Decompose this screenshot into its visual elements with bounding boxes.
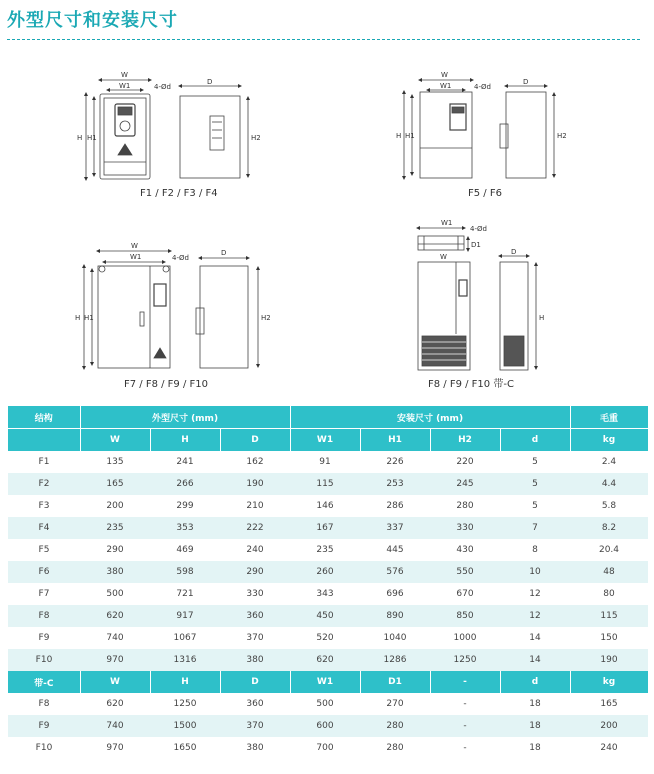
f7-w1-label: W1: [130, 253, 142, 261]
table-cell: 380: [80, 561, 150, 583]
table-cell: 5: [500, 495, 570, 517]
table-cell: 1250: [430, 649, 500, 671]
table-cell: 222: [220, 517, 290, 539]
table-cell: 150: [570, 627, 648, 649]
col-header: d: [500, 429, 570, 452]
table-cell: 970: [80, 737, 150, 759]
table-cell: 12: [500, 605, 570, 627]
table-cell: 430: [430, 539, 500, 561]
table-row: [8, 539, 648, 561]
table-cell: -: [430, 737, 500, 759]
f7-h2-label: H2: [261, 314, 271, 322]
table-cell: 360: [220, 693, 290, 715]
table-cell: 450: [290, 605, 360, 627]
table-cell: 200: [80, 495, 150, 517]
table-cell: 330: [430, 517, 500, 539]
sub-col-header: D: [220, 671, 290, 693]
table-cell: 353: [150, 517, 220, 539]
table-cell: 696: [360, 583, 430, 605]
table-cell: 1316: [150, 649, 220, 671]
table-cell: 135: [80, 451, 150, 473]
col-header: H: [150, 429, 220, 452]
table-cell: 18: [500, 737, 570, 759]
table-cell: F10: [8, 649, 80, 671]
table-cell: 330: [220, 583, 290, 605]
table-cell: 210: [220, 495, 290, 517]
table-cell: 970: [80, 649, 150, 671]
table-cell: 700: [290, 737, 360, 759]
table-cell: 1000: [430, 627, 500, 649]
table-cell: 500: [290, 693, 360, 715]
table-cell: 290: [220, 561, 290, 583]
header-structure: 结构: [8, 406, 80, 429]
table-cell: 600: [290, 715, 360, 737]
sub-col-header: kg: [570, 671, 648, 693]
sub-col-header: d: [500, 671, 570, 693]
table-row: [8, 495, 648, 517]
table-cell: 235: [80, 517, 150, 539]
table-cell: 240: [570, 737, 648, 759]
col-header: D: [220, 429, 290, 452]
table-group-header: [8, 406, 648, 429]
table-cell: 270: [360, 693, 430, 715]
table-cell: 380: [220, 737, 290, 759]
table-cell: 240: [220, 539, 290, 561]
figure-f5-f6: [404, 80, 554, 178]
table-cell: F7: [8, 583, 80, 605]
table-cell: 670: [430, 583, 500, 605]
f7-w-label: W: [131, 242, 138, 250]
table-cell: 18: [500, 715, 570, 737]
table-cell: 620: [290, 649, 360, 671]
table-cell: 146: [290, 495, 360, 517]
table-row: [8, 605, 648, 627]
table-cell: 48: [570, 561, 648, 583]
f5-caption: F5 / F6: [468, 188, 502, 199]
table-cell: 226: [360, 451, 430, 473]
table-cell: 167: [290, 517, 360, 539]
table-cell: 1286: [360, 649, 430, 671]
table-cell: 235: [290, 539, 360, 561]
dimensions-table: [8, 406, 649, 759]
f8c-w1-label: W1: [441, 219, 453, 227]
col-header: H1: [360, 429, 430, 452]
sub-col-header: W: [80, 671, 150, 693]
table-cell: 8.2: [570, 517, 648, 539]
table-cell: 220: [430, 451, 500, 473]
table-cell: 8: [500, 539, 570, 561]
table-cell: 469: [150, 539, 220, 561]
table-cell: 620: [80, 605, 150, 627]
table-cell: F4: [8, 517, 80, 539]
table-cell: -: [430, 693, 500, 715]
header-install-size: 安装尺寸 (mm): [290, 406, 570, 429]
header-outline-size: 外型尺寸 (mm): [80, 406, 290, 429]
table-cell: 280: [360, 715, 430, 737]
table-cell: 5.8: [570, 495, 648, 517]
f1-h1-label: H1: [87, 134, 97, 142]
table-row: [8, 627, 648, 649]
table-cell: 445: [360, 539, 430, 561]
table-cell: 2.4: [570, 451, 648, 473]
table-row: [8, 737, 648, 759]
table-cell: F3: [8, 495, 80, 517]
table-cell: 380: [220, 649, 290, 671]
f5-h-label: H: [396, 132, 402, 140]
table-cell: 18: [500, 693, 570, 715]
f1-h2-label: H2: [251, 134, 261, 142]
f7-d-label: D: [221, 249, 227, 257]
table-cell: F6: [8, 561, 80, 583]
table-column-header: [8, 429, 648, 452]
table-cell: 576: [360, 561, 430, 583]
f1-hole-label: 4-Ød: [154, 83, 171, 91]
table-cell: 190: [570, 649, 648, 671]
table-sub-header: [8, 671, 648, 693]
table-cell: 286: [360, 495, 430, 517]
table-row: [8, 473, 648, 495]
f1-w-label: W: [121, 71, 128, 79]
f1-w1-label: W1: [119, 82, 131, 90]
f7-caption: F7 / F8 / F9 / F10: [124, 379, 208, 390]
table-cell: 253: [360, 473, 430, 495]
table-row: [8, 715, 648, 737]
table-cell: 80: [570, 583, 648, 605]
table-cell: F8: [8, 605, 80, 627]
f1-h-label: H: [77, 134, 83, 142]
table-cell: 620: [80, 693, 150, 715]
title-divider: [7, 39, 640, 40]
f5-w1-label: W1: [440, 82, 452, 90]
f7-hole-label: 4-Ød: [172, 254, 189, 262]
figure-f8-f10-c: [418, 228, 536, 370]
table-cell: F10: [8, 737, 80, 759]
table-cell: -: [430, 715, 500, 737]
table-cell: 5: [500, 451, 570, 473]
f5-h2-label: H2: [557, 132, 567, 140]
col-header: W: [80, 429, 150, 452]
table-row: [8, 561, 648, 583]
f5-d-label: D: [523, 78, 529, 86]
table-cell: 337: [360, 517, 430, 539]
table-cell: 890: [360, 605, 430, 627]
sub-col-header: D1: [360, 671, 430, 693]
table-cell: 5: [500, 473, 570, 495]
table-cell: 290: [80, 539, 150, 561]
table-cell: 10: [500, 561, 570, 583]
col-header: [8, 429, 80, 452]
table-cell: 200: [570, 715, 648, 737]
table-cell: F9: [8, 715, 80, 737]
table-cell: 12: [500, 583, 570, 605]
table-cell: 162: [220, 451, 290, 473]
table-cell: 1250: [150, 693, 220, 715]
table-cell: 266: [150, 473, 220, 495]
col-header: kg: [570, 429, 648, 452]
table-cell: 1040: [360, 627, 430, 649]
table-cell: 1500: [150, 715, 220, 737]
table-cell: 115: [290, 473, 360, 495]
f1-caption: F1 / F2 / F3 / F4: [140, 188, 218, 199]
table-cell: 280: [430, 495, 500, 517]
table-row: [8, 583, 648, 605]
table-row: [8, 693, 648, 715]
f7-h-label: H: [75, 314, 81, 322]
table-cell: 241: [150, 451, 220, 473]
f8c-h-label: H: [539, 314, 545, 322]
sub-col-header: 带-C: [8, 671, 80, 693]
table-cell: 165: [570, 693, 648, 715]
f8c-w-label: W: [440, 253, 447, 261]
table-cell: 370: [220, 715, 290, 737]
header-gross-weight: 毛重: [570, 406, 648, 429]
sub-col-header: -: [430, 671, 500, 693]
f5-hole-label: 4-Ød: [474, 83, 491, 91]
table-cell: 260: [290, 561, 360, 583]
table-cell: 280: [360, 737, 430, 759]
figure-f1-f4: [86, 80, 248, 179]
f5-w-label: W: [441, 71, 448, 79]
table-cell: 91: [290, 451, 360, 473]
table-cell: 299: [150, 495, 220, 517]
col-header: W1: [290, 429, 360, 452]
table-cell: 500: [80, 583, 150, 605]
table-cell: 721: [150, 583, 220, 605]
table-cell: 520: [290, 627, 360, 649]
table-cell: 245: [430, 473, 500, 495]
table-row: [8, 649, 648, 671]
table-cell: 343: [290, 583, 360, 605]
table-row: [8, 451, 648, 473]
table-cell: 115: [570, 605, 648, 627]
table-cell: 598: [150, 561, 220, 583]
figure-f7-f10: [84, 251, 258, 368]
table-cell: 917: [150, 605, 220, 627]
page-title: 外型尺寸和安装尺寸: [7, 10, 178, 31]
f8c-d-label: D: [511, 248, 517, 256]
table-cell: 740: [80, 627, 150, 649]
table-cell: F9: [8, 627, 80, 649]
f8c-hole-label: 4-Ød: [470, 225, 487, 233]
dimension-drawings: [0, 44, 654, 400]
table-cell: 1650: [150, 737, 220, 759]
f1-d-label: D: [207, 78, 213, 86]
f5-h1-label: H1: [405, 132, 415, 140]
f8c-caption: F8 / F9 / F10 带-C: [428, 379, 514, 390]
table-row: [8, 517, 648, 539]
col-header: H2: [430, 429, 500, 452]
f8c-d1-label: D1: [471, 241, 481, 249]
table-cell: F8: [8, 693, 80, 715]
table-cell: 20.4: [570, 539, 648, 561]
table-cell: 740: [80, 715, 150, 737]
table-cell: 550: [430, 561, 500, 583]
sub-col-header: H: [150, 671, 220, 693]
table-cell: 360: [220, 605, 290, 627]
table-cell: 1067: [150, 627, 220, 649]
table-cell: F5: [8, 539, 80, 561]
table-cell: 7: [500, 517, 570, 539]
f7-h1-label: H1: [84, 314, 94, 322]
table-cell: 4.4: [570, 473, 648, 495]
sub-col-header: W1: [290, 671, 360, 693]
table-cell: 165: [80, 473, 150, 495]
table-cell: 850: [430, 605, 500, 627]
table-cell: 370: [220, 627, 290, 649]
table-cell: 14: [500, 649, 570, 671]
table-cell: 190: [220, 473, 290, 495]
table-cell: F1: [8, 451, 80, 473]
table-cell: F2: [8, 473, 80, 495]
table-cell: 14: [500, 627, 570, 649]
